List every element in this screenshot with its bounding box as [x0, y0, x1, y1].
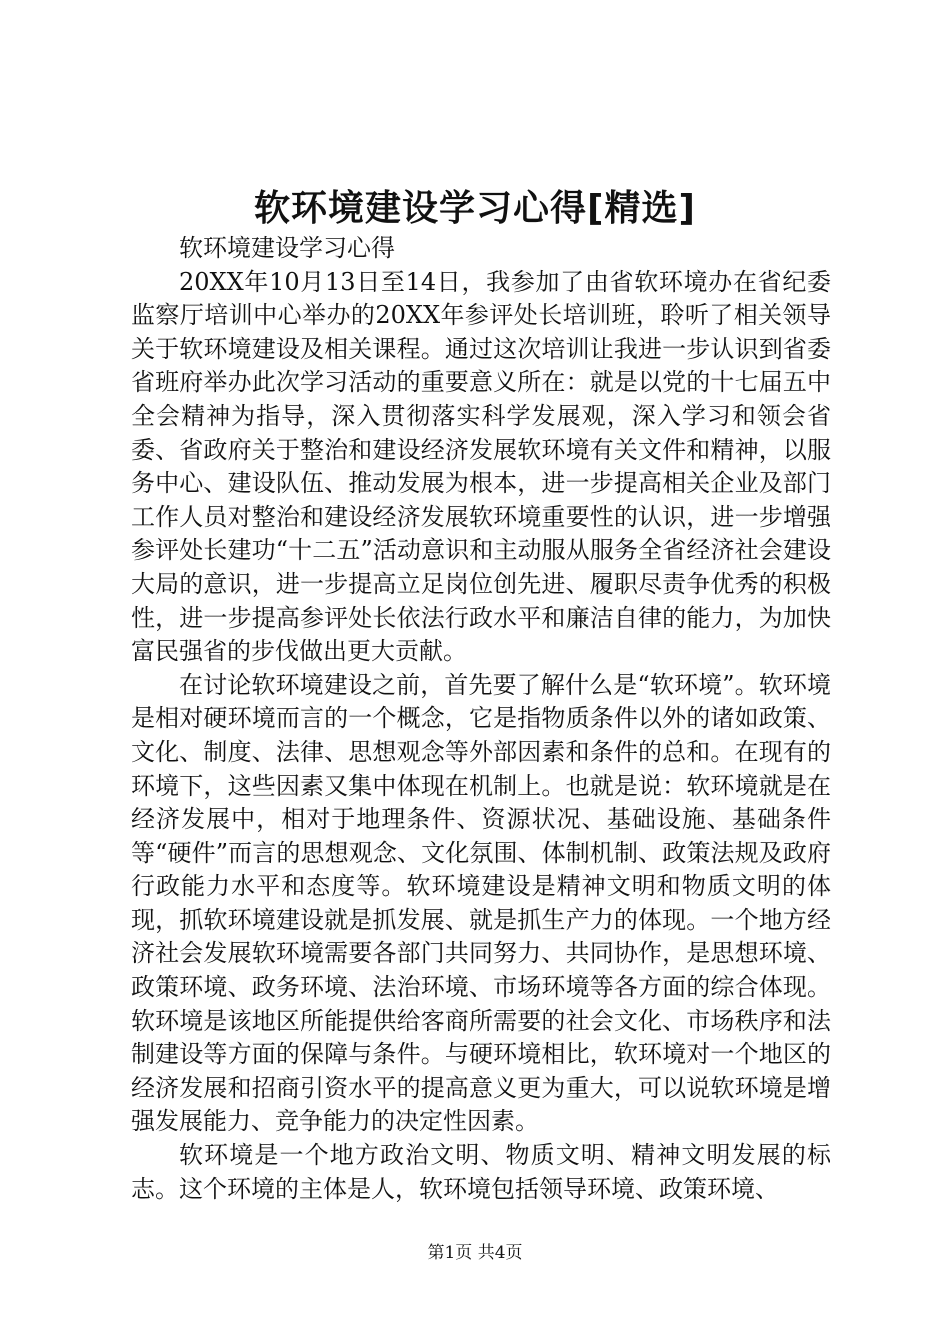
paragraph: 在讨论软环境建设之前，首先要了解什么是“软环境”。软环境是相对硬环境而言的一个概念，它是指物质条件以外的诸如政策、文化、制度、法律、思想观念等外部因素和条件的总和。在现有的环境下，这些因素又集中体现在机制上。也就是说：软环境就是在经济发展中，相对于地理条件、资源状况、基础设施、基础条件等“硬件”而言的思想观念、文化氛围、体制机制、政策法规及政府行政能力水平和态度等。软环境建设是精神文明和物质文明的体现，抓软环境建设就是抓发展、就是抓生产力的体现。一个地方经济社会发展软环境需要各部门共同努力、共同协作，是思想环境、政策环境、政务环境、法治环境、市场环境等各方面的综合体现。软环境是该地区所能提供给客商所需要的社会文化、市场秩序和法制建设等方面的保障与条件。与硬环境相比，软环境对一个地区的经济发展和招商引资水平的提高意义更为重大，可以说软环境是增强发展能力、竞争能力的决定性因素。 [131, 670, 831, 1136]
document-body [131, 232, 831, 1206]
paragraph-subtitle: 软环境建设学习心得 [179, 234, 395, 262]
document-title: 软环境建设学习心得[精选] [254, 188, 696, 229]
paragraph: 20XX年10月13日至14日，我参加了由省软环境办在省纪委监察厅培训中心举办的20XX年参评处长培训班，聆听了相关领导关于软环境建设及相关课程。通过这次培训让我进一步认识到省委省班府举办此次学习活动的重要意义所在：就是以党的十七届五中全会精神为指导，深入贯彻落实科学发展观，深入学习和领会省委、省政府关于整治和建设经济发展软环境有关文件和精神，以服务中心、建设队伍、推动发展为根本，进一步提高相关企业及部门工作人员对整治和建设经济发展软环境重要性的认识，进一步增强参评处长建功“十二五”活动意识和主动服从服务全省经济社会建设大局的意识，进一步提高立足岗位创先进、履职尽责争优秀的积极性，进一步提高参评处长依法行政水平和廉洁自律的能力，为加快富民强省的步伐做出更大贡献。 [131, 267, 831, 666]
page-number-footer: 第1页 共4页 [427, 1243, 523, 1263]
paragraph: 软环境是一个地方政治文明、物质文明、精神文明发展的标志。这个环境的主体是人，软环境包括领导环境、政策环境、 [131, 1141, 831, 1203]
